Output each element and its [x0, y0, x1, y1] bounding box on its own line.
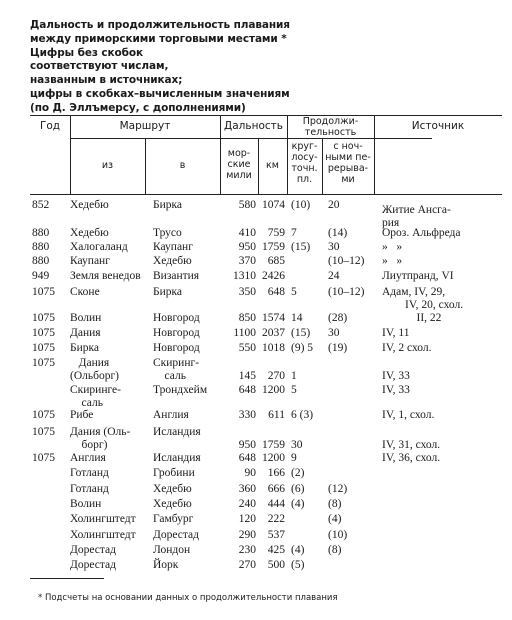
row-from: Дорестад — [70, 544, 116, 556]
row-to: Новгород — [153, 327, 200, 339]
row-year: 1075 — [32, 286, 55, 298]
row-source: Ороз. Альфреда — [382, 227, 461, 239]
row-nautical-miles: 230 — [238, 544, 256, 556]
row-source: IV, 31, схол. — [382, 439, 441, 451]
row-round-the-clock: (4) — [291, 544, 305, 556]
row-round-the-clock: (4) — [291, 498, 305, 510]
row-source: IV, 33 — [382, 370, 410, 382]
row-with-stops: (10–12) — [328, 255, 365, 267]
row-nautical-miles: 550 — [238, 342, 256, 354]
row-km: 2426 — [262, 270, 285, 282]
row-to: Новгород — [153, 312, 200, 324]
row-to: Новгород — [153, 342, 200, 354]
row-to: Исландия — [153, 452, 201, 464]
row-with-stops: (10) — [328, 529, 348, 541]
row-km: 1018 — [262, 342, 285, 354]
row-from: Каупанг — [70, 255, 110, 267]
row-km: 2037 — [262, 327, 285, 339]
row-to: Каупанг — [153, 241, 193, 253]
row-km: 222 — [267, 513, 285, 525]
row-nautical-miles: 950 — [238, 439, 256, 451]
header-bottom-rule — [30, 194, 502, 195]
caption-line: соответствуют числам, — [30, 60, 169, 73]
row-from: Хедебю — [70, 227, 109, 239]
table-caption — [30, 19, 330, 116]
row-nautical-miles: 410 — [238, 227, 256, 239]
row-round-the-clock: (15) — [291, 241, 311, 253]
row-to: Хедебю — [153, 498, 192, 510]
row-from: Сконе — [70, 286, 100, 298]
row-round-the-clock: 9 — [291, 452, 297, 464]
row-round-the-clock: (9) 5 — [291, 342, 314, 354]
row-from: Хедебю — [70, 199, 109, 211]
row-year: 1075 — [32, 426, 55, 438]
row-year: 880 — [32, 255, 50, 267]
caption-line: цифры в скобках–вычисленным значениям — [30, 87, 290, 100]
row-km: 500 — [267, 559, 285, 571]
row-round-the-clock: 7 — [291, 227, 297, 239]
row-nautical-miles: 1310 — [233, 270, 256, 282]
row-source: IV, 1, схол. — [382, 409, 435, 421]
row-with-stops: (10–12) — [328, 286, 365, 298]
row-nautical-miles: 330 — [238, 409, 256, 421]
header-from: из — [101, 160, 114, 171]
row-from: Дорестад — [70, 559, 116, 571]
footnote-rule — [30, 578, 104, 579]
row-nautical-miles: 370 — [238, 255, 256, 267]
row-to: Лондон — [153, 544, 191, 556]
row-round-the-clock: (2) — [291, 467, 305, 479]
row-nautical-miles: 360 — [238, 483, 256, 495]
row-source: IV, 11 — [382, 327, 410, 339]
row-km: 1574 — [262, 312, 285, 324]
row-from: Холингштедт — [70, 513, 136, 525]
row-round-the-clock: 14 — [291, 312, 303, 324]
row-nautical-miles: 240 — [238, 498, 256, 510]
row-year: 852 — [32, 199, 50, 211]
header-distance: Дальность — [224, 120, 283, 132]
row-source: Адам, IV, 29, IV, 20, схол. II, 22 — [382, 286, 464, 324]
row-year: 880 — [32, 241, 50, 253]
row-round-the-clock: 6 (3) — [291, 409, 314, 421]
row-km: 537 — [267, 529, 285, 541]
header-duration: Продолжи- тельность — [302, 116, 359, 138]
row-with-stops: (8) — [328, 498, 342, 510]
row-year: 1075 — [32, 327, 55, 339]
caption-line: Дальность и продолжительность плавания — [30, 19, 290, 31]
row-km: 166 — [267, 467, 285, 479]
row-with-stops: (8) — [328, 544, 342, 556]
header-km: км — [266, 160, 279, 171]
header-route: Маршрут — [119, 120, 171, 132]
caption-line: названным в источниках; — [30, 74, 183, 87]
row-km: 444 — [267, 498, 285, 510]
row-to: Трондхейм — [153, 384, 208, 396]
caption-line: Цифры без скобок — [30, 46, 144, 59]
row-to: Исландия — [153, 426, 201, 438]
header-with-night-stops: с ноч- ными пе- рерыва- ми — [325, 141, 371, 185]
row-from: Бирка — [70, 342, 100, 354]
row-from: Готланд — [70, 467, 109, 479]
row-to: Скиринг- саль — [153, 357, 200, 382]
row-round-the-clock: (6) — [291, 483, 305, 495]
row-with-stops: (19) — [328, 342, 348, 354]
row-km: 1200 — [262, 452, 285, 464]
row-km: 611 — [268, 409, 285, 421]
row-round-the-clock: 5 — [291, 384, 297, 396]
row-to: Англия — [153, 409, 189, 421]
row-round-the-clock: (15) — [291, 327, 311, 339]
row-to: Хедебю — [153, 255, 192, 267]
row-round-the-clock: 1 — [291, 370, 297, 382]
caption-line: (по Д. Эллъмерсу, с дополнениями) — [30, 101, 246, 114]
row-from: Волин — [70, 312, 102, 324]
row-to: Йорк — [153, 559, 179, 571]
row-nautical-miles: 90 — [244, 467, 256, 479]
row-round-the-clock: (10) — [291, 199, 311, 211]
row-nautical-miles: 145 — [238, 370, 256, 382]
row-year: 1075 — [32, 342, 55, 354]
row-to: Бирка — [153, 199, 183, 211]
row-source: Житие Ансга- рия — [382, 204, 451, 229]
row-nautical-miles: 1100 — [233, 327, 256, 339]
row-km: 685 — [267, 255, 285, 267]
row-km: 1759 — [262, 241, 285, 253]
row-round-the-clock: (5) — [291, 559, 305, 571]
row-from: Земля венедов — [70, 270, 141, 282]
row-source: IV, 33 — [382, 384, 410, 396]
row-with-stops: (12) — [328, 483, 348, 495]
table-top-rule — [30, 115, 502, 116]
row-source: Лиутпранд, VI — [382, 270, 454, 282]
row-km: 270 — [267, 370, 285, 382]
footnote: * Подсчеты на основании данных о продолжительности плавания — [38, 593, 338, 603]
row-km: 1200 — [262, 384, 285, 396]
row-from: Готланд — [70, 483, 109, 495]
row-year: 1075 — [32, 312, 55, 324]
row-source: » » — [382, 241, 403, 253]
row-km: 759 — [267, 227, 285, 239]
header-mid-rule — [70, 138, 432, 139]
row-from: Дания (Ольборг) — [70, 357, 120, 382]
row-source: » » — [382, 255, 403, 267]
row-with-stops: (28) — [328, 312, 348, 324]
row-with-stops: 30 — [328, 327, 340, 339]
row-year: 880 — [32, 227, 50, 239]
row-from: Дания (Оль- борг) — [70, 426, 131, 451]
header-nautical-miles: мор- ские мили — [226, 148, 252, 181]
row-nautical-miles: 648 — [238, 452, 256, 464]
row-to: Византия — [153, 270, 200, 282]
row-to: Гробини — [153, 467, 195, 479]
row-to: Трусо — [153, 227, 182, 239]
row-from: Дания — [70, 327, 101, 339]
row-year: 949 — [32, 270, 50, 282]
row-km: 1759 — [262, 439, 285, 451]
row-km: 666 — [267, 483, 285, 495]
row-with-stops: 20 — [328, 199, 340, 211]
row-from: Англия — [70, 452, 106, 464]
header-to: в — [179, 160, 186, 171]
row-year: 1075 — [32, 357, 55, 369]
row-nautical-miles: 290 — [238, 529, 256, 541]
row-to: Хедебю — [153, 483, 192, 495]
row-to: Гамбург — [153, 513, 194, 525]
row-km: 425 — [267, 544, 285, 556]
row-source: IV, 2 схол. — [382, 342, 432, 354]
row-with-stops: (4) — [328, 513, 342, 525]
row-from: Рибе — [70, 409, 94, 421]
row-nautical-miles: 120 — [238, 513, 256, 525]
row-round-the-clock: 5 — [291, 286, 297, 298]
row-with-stops: (14) — [328, 227, 348, 239]
row-to: Дорестад — [153, 529, 199, 541]
header-round-the-clock: круг- лосу- точн. пл. — [291, 141, 318, 185]
caption-line: между приморскими торговыми местами * — [30, 32, 287, 45]
row-from: Халогаланд — [70, 241, 128, 253]
row-nautical-miles: 648 — [238, 384, 256, 396]
row-km: 648 — [267, 286, 285, 298]
row-nautical-miles: 270 — [238, 559, 256, 571]
row-nautical-miles: 580 — [238, 199, 256, 211]
row-year: 1075 — [32, 409, 55, 421]
row-with-stops: 30 — [328, 241, 340, 253]
row-round-the-clock: 30 — [291, 439, 303, 451]
row-km: 1074 — [262, 199, 285, 211]
row-from: Холингштедт — [70, 529, 136, 541]
row-source: IV, 36, схол. — [382, 452, 441, 464]
row-nautical-miles: 850 — [238, 312, 256, 324]
row-from: Волин — [70, 498, 102, 510]
header-source: Источник — [411, 120, 465, 132]
header-year: Год — [39, 120, 61, 132]
row-to: Бирка — [153, 286, 183, 298]
row-from: Скиринге- саль — [70, 384, 121, 409]
row-nautical-miles: 950 — [238, 241, 256, 253]
row-nautical-miles: 350 — [238, 286, 256, 298]
row-year: 1075 — [32, 452, 55, 464]
row-with-stops: 24 — [328, 270, 340, 282]
